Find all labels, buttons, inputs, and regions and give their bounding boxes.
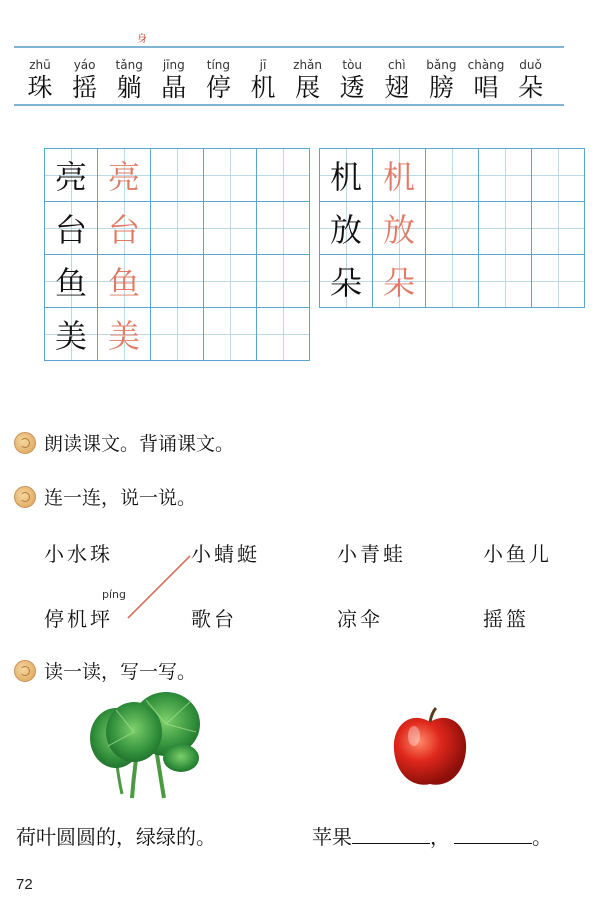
exercise-1: [14, 429, 234, 456]
match-bottom-word: 停机坪: [44, 607, 113, 631]
character-pinyin: chì: [388, 58, 406, 72]
match-bottom-word: 凉伞: [337, 607, 383, 631]
practice-cell[interactable]: [257, 255, 310, 308]
character-hanzi: 晶: [161, 73, 187, 102]
apple-illustration: [390, 704, 470, 790]
ping-pinyin: píng: [102, 588, 126, 601]
exercise-2: [14, 483, 196, 510]
trace-character: 放: [373, 202, 426, 255]
practice-cell[interactable]: [426, 202, 479, 255]
top-rule: [14, 46, 564, 48]
character-hanzi: 唱: [473, 73, 499, 102]
character-hanzi: 展: [295, 73, 321, 102]
grid-row: [45, 202, 310, 255]
practice-cell[interactable]: [532, 149, 585, 202]
character-pinyin: jī: [259, 58, 267, 72]
sentence-comma: ，: [430, 825, 450, 849]
character-pinyin: duǒ: [519, 58, 542, 72]
grid-row: [320, 202, 585, 255]
exercise-badge-icon: [14, 660, 36, 682]
match-bottom-word: 摇篮: [483, 607, 529, 631]
character-pinyin: jīng: [162, 58, 185, 72]
match-bottom-word: 歌台: [191, 607, 237, 631]
trace-character: 亮: [98, 149, 151, 202]
model-character: 鱼: [45, 255, 98, 308]
model-character: 朵: [320, 255, 373, 308]
character-hanzi: 机: [250, 73, 276, 102]
fill-blank-1[interactable]: [352, 823, 430, 844]
writing-grid-left: [44, 148, 310, 361]
practice-cell[interactable]: [151, 255, 204, 308]
character-entry: [107, 57, 151, 103]
character-pinyin: tíng: [206, 58, 231, 72]
character-hanzi: 躺: [116, 73, 142, 102]
exercise-badge-icon: [14, 432, 36, 454]
character-hanzi: 翅: [384, 73, 410, 102]
practice-cell[interactable]: [426, 149, 479, 202]
trace-character: 机: [373, 149, 426, 202]
trace-character: 朵: [373, 255, 426, 308]
practice-cell[interactable]: [151, 149, 204, 202]
character-entry: [464, 57, 508, 103]
character-pinyin: tǎng: [115, 58, 143, 72]
practice-cell[interactable]: [479, 255, 532, 308]
practice-cell[interactable]: [479, 149, 532, 202]
character-hanzi: 朵: [518, 73, 544, 102]
practice-cell[interactable]: [204, 149, 257, 202]
character-pinyin: yáo: [73, 58, 96, 72]
character-entry: [196, 57, 240, 103]
practice-cell[interactable]: [257, 308, 310, 361]
sentence-apple-prefix: 苹果: [312, 825, 352, 849]
practice-cell[interactable]: [204, 202, 257, 255]
model-character: 美: [45, 308, 98, 361]
practice-cell[interactable]: [532, 255, 585, 308]
trace-character: 鱼: [98, 255, 151, 308]
exercise-3-text: 读一读，写一写。: [44, 661, 197, 683]
character-entry: [509, 57, 553, 103]
practice-cell[interactable]: [257, 202, 310, 255]
sentence-period: 。: [532, 825, 552, 849]
character-hanzi: 膀: [428, 73, 454, 102]
grid-row: [320, 255, 585, 308]
model-character: 放: [320, 202, 373, 255]
grid-row: [320, 149, 585, 202]
character-entry: [286, 57, 330, 103]
model-character: 台: [45, 202, 98, 255]
practice-cell[interactable]: [151, 308, 204, 361]
trace-character: 美: [98, 308, 151, 361]
match-top-word: 小青蛙: [337, 542, 406, 566]
lotus-leaf-illustration: [86, 686, 206, 801]
writing-grid-right: [319, 148, 585, 308]
model-character: 亮: [45, 149, 98, 202]
trace-character: 台: [98, 202, 151, 255]
practice-cell[interactable]: [151, 202, 204, 255]
bottom-rule: [14, 104, 564, 106]
practice-cell[interactable]: [532, 202, 585, 255]
grid-row: [45, 255, 310, 308]
character-entry: [375, 57, 419, 103]
character-entry: [330, 57, 374, 103]
character-pinyin: bǎng: [426, 58, 457, 72]
example-match-line: [120, 550, 200, 630]
practice-cell[interactable]: [204, 308, 257, 361]
match-top-word: 小鱼儿: [483, 542, 552, 566]
character-hanzi: 摇: [72, 73, 98, 102]
exercise-2-text: 连一连，说一说。: [44, 487, 197, 509]
character-hanzi: 停: [205, 73, 231, 102]
model-character: 机: [320, 149, 373, 202]
grid-row: [45, 308, 310, 361]
practice-cell[interactable]: [257, 149, 310, 202]
character-pinyin: chàng: [467, 58, 505, 72]
stroke-mark: 身: [137, 34, 147, 45]
fill-blank-2[interactable]: [454, 823, 532, 844]
character-pinyin: zhū: [29, 58, 51, 72]
character-pinyin: zhǎn: [293, 58, 323, 72]
character-entry: [18, 57, 62, 103]
character-hanzi: 珠: [27, 73, 53, 102]
match-top-word: 小水珠: [44, 542, 113, 566]
character-entry: [63, 57, 107, 103]
character-entry: [241, 57, 285, 103]
character-entry: [152, 57, 196, 103]
sentence-lotus: 荷叶圆圆的，绿绿的。: [16, 825, 216, 849]
grid-row: [45, 149, 310, 202]
practice-cell[interactable]: [479, 202, 532, 255]
exercise-badge-icon: [14, 486, 36, 508]
sentence-apple: [312, 821, 552, 850]
character-entry: [419, 57, 463, 103]
exercise-3: [14, 657, 196, 684]
page-number: 72: [16, 876, 33, 893]
practice-cell[interactable]: [204, 255, 257, 308]
character-pinyin: tòu: [342, 58, 363, 72]
exercise-1-text: 朗读课文。背诵课文。: [44, 433, 235, 455]
match-top-word: 小蜻蜓: [191, 542, 260, 566]
practice-cell[interactable]: [426, 255, 479, 308]
character-hanzi: 透: [339, 73, 365, 102]
